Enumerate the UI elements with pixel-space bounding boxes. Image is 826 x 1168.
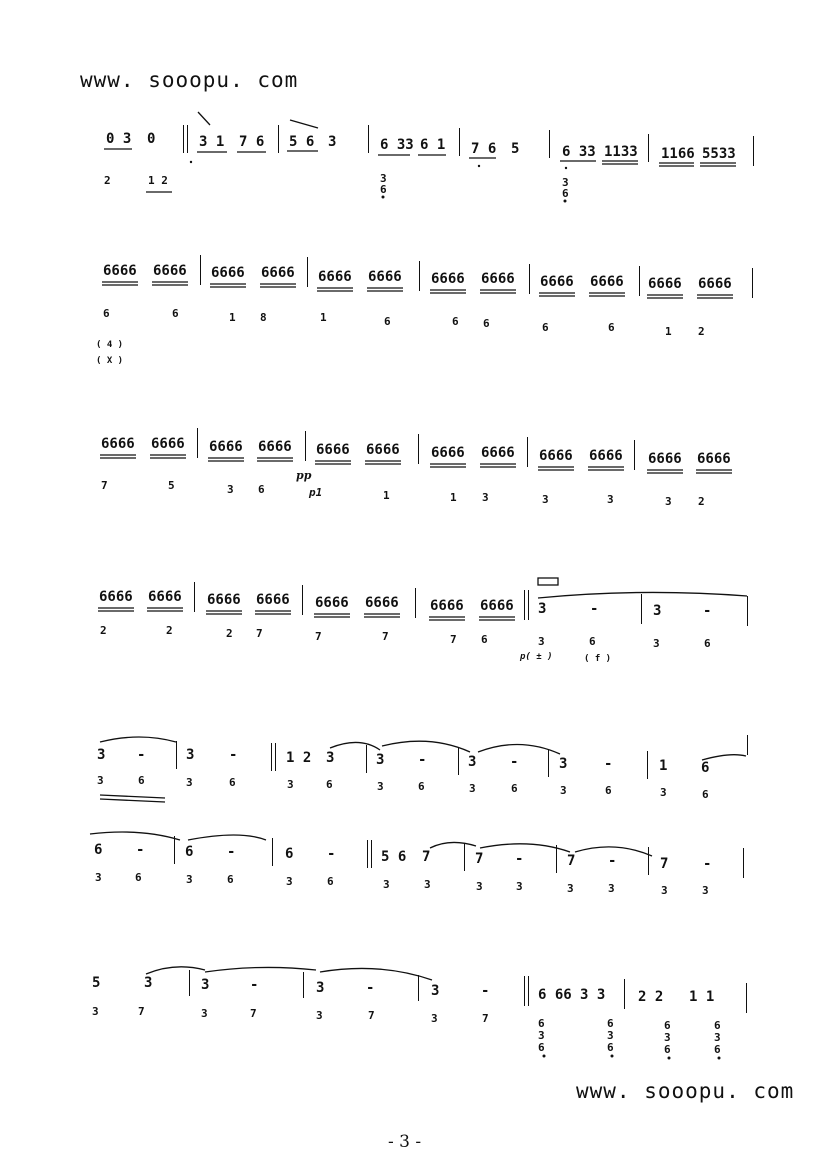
bass-note: 3 <box>560 784 567 797</box>
note-group: 3 <box>186 747 195 763</box>
note-group: - <box>703 603 712 619</box>
note-group: 3 <box>538 601 547 617</box>
note-group: 1 <box>659 758 668 774</box>
note-group: 6666 <box>258 439 292 455</box>
note-group: - <box>250 977 259 993</box>
note-group: 1 2 <box>286 750 312 766</box>
bass-note: 1 <box>383 489 390 502</box>
bass-note: 3 <box>286 875 293 888</box>
bass-note: 6 <box>103 307 110 320</box>
note-group: - <box>366 980 375 996</box>
note-group: 6666 <box>368 269 402 285</box>
bass-note: 6 <box>714 1019 721 1032</box>
note-group: - <box>510 754 519 770</box>
note-group: 6666 <box>315 595 349 611</box>
note-group: 3 <box>144 975 153 991</box>
bass-note: 7 <box>382 630 389 643</box>
bass-marking: ( X ) <box>96 356 124 366</box>
bass-note: 1 <box>320 311 327 324</box>
note-group: 6666 <box>256 592 290 608</box>
bass-note: 6 <box>607 1017 614 1030</box>
note-group: 3 1 <box>199 134 225 150</box>
note-group: 6666 <box>539 448 573 464</box>
bass-note: 6 <box>664 1019 671 1032</box>
bass-note: 3 <box>542 493 549 506</box>
bass-note: 2 <box>104 174 111 187</box>
note-group: 6 <box>701 760 710 776</box>
note-group: - <box>229 747 238 763</box>
note-group: 3 <box>326 750 335 766</box>
note-group: 0 <box>147 131 156 147</box>
note-group: 6666 <box>103 263 137 279</box>
note-group: 5 6 <box>381 849 407 865</box>
bass-note: 7 <box>482 1012 489 1025</box>
bass-note: 6 <box>607 1041 614 1054</box>
bass-note: 3 <box>424 878 431 891</box>
note-group: 7 6 <box>471 141 497 157</box>
note-group: 6666 <box>481 271 515 287</box>
bass-note: 3 <box>227 483 234 496</box>
bass-note: p1 <box>309 486 323 499</box>
page-number: - 3 - <box>388 1132 422 1152</box>
note-group: 6666 <box>209 439 243 455</box>
bass-note: 3 <box>562 176 569 189</box>
bass-note: 3 <box>607 1029 614 1042</box>
bass-note: 3 <box>201 1007 208 1020</box>
note-group: 6666 <box>366 442 400 458</box>
note-group: - <box>590 601 599 617</box>
bass-note: 6 <box>542 321 549 334</box>
bass-note: 6 <box>384 315 391 328</box>
bass-note: 6 <box>538 1041 545 1054</box>
bass-note: 1 2 <box>148 174 168 187</box>
note-group: 3 <box>376 752 385 768</box>
note-group: - <box>515 851 524 867</box>
bass-note: 6 <box>704 637 711 650</box>
bass-note: 6 <box>589 635 596 648</box>
note-group: - <box>227 844 236 860</box>
note-group: 1 1 <box>689 989 715 1005</box>
bass-note: 3 <box>714 1031 721 1044</box>
note-group: 7 <box>422 849 431 865</box>
note-group: - <box>481 983 490 999</box>
bass-note: 7 <box>368 1009 375 1022</box>
note-group: 5 <box>92 975 101 991</box>
bass-note: 3 <box>608 882 615 895</box>
note-group: 3 <box>316 980 325 996</box>
note-group: 6666 <box>207 592 241 608</box>
note-group: 7 6 <box>239 134 265 150</box>
note-group: 0 3 <box>106 131 132 147</box>
note-group: - <box>604 756 613 772</box>
watermark-top: www. sooopu. com <box>80 68 299 92</box>
note-group: 6666 <box>697 451 731 467</box>
bass-note: 3 <box>661 884 668 897</box>
note-group: 6666 <box>316 442 350 458</box>
note-group: 6666 <box>590 274 624 290</box>
bass-note: 6 <box>258 483 265 496</box>
bass-note: 1 <box>665 325 672 338</box>
bass-note: 7 <box>250 1007 257 1020</box>
bass-note: 2 <box>698 495 705 508</box>
note-group: - <box>608 853 617 869</box>
bass-note: 6 <box>138 774 145 787</box>
note-group: 3 <box>97 747 106 763</box>
bass-note: 3 <box>538 635 545 648</box>
note-group: 6666 <box>430 598 464 614</box>
bass-note: 3 <box>95 871 102 884</box>
bass-note: 6 <box>452 315 459 328</box>
note-group: 6666 <box>698 276 732 292</box>
note-group: 6666 <box>261 265 295 281</box>
bass-note: 7 <box>450 633 457 646</box>
bass-note: 3 <box>431 1012 438 1025</box>
note-group: 6666 <box>99 589 133 605</box>
bass-note: 3 <box>702 884 709 897</box>
bass-note: 6 <box>481 633 488 646</box>
bass-note: 3 <box>567 882 574 895</box>
bass-note: 3 <box>538 1029 545 1042</box>
bass-note: 7 <box>138 1005 145 1018</box>
bass-note: 1 <box>450 491 457 504</box>
note-group: 6666 <box>101 436 135 452</box>
note-group: - <box>418 752 427 768</box>
note-group: 6666 <box>148 589 182 605</box>
bass-note: 3 <box>383 878 390 891</box>
note-group: 5533 <box>702 146 736 162</box>
note-group: 7 <box>567 853 576 869</box>
note-group: - <box>327 846 336 862</box>
note-group: 6 <box>94 842 103 858</box>
watermark-bottom: www. sooopu. com <box>576 1079 795 1103</box>
note-group: 3 <box>431 983 440 999</box>
bass-note: 8 <box>260 311 267 324</box>
note-group: 1133 <box>604 144 638 160</box>
note-group: 6666 <box>480 598 514 614</box>
bass-note: 6 <box>511 782 518 795</box>
bass-note: 7 <box>315 630 322 643</box>
note-group: 5 6 <box>289 134 315 150</box>
note-group: 3 <box>559 756 568 772</box>
note-group: 1166 <box>661 146 695 162</box>
bass-note: 6 <box>605 784 612 797</box>
note-group: 6666 <box>589 448 623 464</box>
bass-note: 3 <box>665 495 672 508</box>
bass-note: 3 <box>92 1005 99 1018</box>
note-group: 5 <box>511 141 520 157</box>
note-group: 6 33 <box>380 137 414 153</box>
note-group: 6666 <box>431 445 465 461</box>
note-group: 6666 <box>211 265 245 281</box>
note-group: 6 66 <box>538 987 572 1003</box>
bass-note: 3 <box>653 637 660 650</box>
dynamic-marking: p( ± ) <box>520 652 553 662</box>
bass-note: 3 <box>664 1031 671 1044</box>
bass-note: 3 <box>97 774 104 787</box>
note-group: 6666 <box>648 276 682 292</box>
note-group: 6666 <box>648 451 682 467</box>
bass-note: 6 <box>562 187 569 200</box>
bass-note: 6 <box>538 1017 545 1030</box>
note-group: 6 33 <box>562 144 596 160</box>
bass-note: 6 <box>327 875 334 888</box>
bass-note: 6 <box>380 183 387 196</box>
bass-note: 3 <box>516 880 523 893</box>
note-group: - <box>136 842 145 858</box>
bass-note: 3 <box>287 778 294 791</box>
bass-note: 6 <box>326 778 333 791</box>
bass-note: 7 <box>256 627 263 640</box>
note-group: 3 3 <box>580 987 606 1003</box>
bass-note: 6 <box>227 873 234 886</box>
note-group: - <box>703 856 712 872</box>
bass-note: 6 <box>608 321 615 334</box>
dynamic-marking: pp <box>296 469 312 482</box>
note-group: 6666 <box>365 595 399 611</box>
bass-note: 2 <box>226 627 233 640</box>
bass-note: 6 <box>418 780 425 793</box>
bass-note: 3 <box>186 873 193 886</box>
bass-note: 2 <box>100 624 107 637</box>
bass-note: 3 <box>380 172 387 185</box>
bass-note: 3 <box>186 776 193 789</box>
bass-note: 3 <box>482 491 489 504</box>
bass-note: 2 <box>698 325 705 338</box>
note-group: 6666 <box>151 436 185 452</box>
note-group: 6 <box>285 846 294 862</box>
bass-note: 2 <box>166 624 173 637</box>
note-group: 6666 <box>318 269 352 285</box>
bass-note: 6 <box>714 1043 721 1056</box>
dynamic-marking: ( f ) <box>584 654 612 664</box>
bass-note: 3 <box>660 786 667 799</box>
note-group: - <box>137 747 146 763</box>
note-group: 3 <box>201 977 210 993</box>
note-group: 7 <box>660 856 669 872</box>
note-group: 3 <box>468 754 477 770</box>
note-group: 6 1 <box>420 137 446 153</box>
bass-note: 3 <box>469 782 476 795</box>
bass-note: 6 <box>483 317 490 330</box>
note-group: 6666 <box>481 445 515 461</box>
note-group: 3 <box>328 134 337 150</box>
note-group: 6 <box>185 844 194 860</box>
bass-note: 3 <box>316 1009 323 1022</box>
note-group: 3 <box>653 603 662 619</box>
bass-note: 6 <box>172 307 179 320</box>
note-group: 6666 <box>540 274 574 290</box>
bass-marking: ( 4 ) <box>96 340 124 350</box>
note-group: 6666 <box>153 263 187 279</box>
note-group: 7 <box>475 851 484 867</box>
bass-note: 1 <box>229 311 236 324</box>
bass-note: 6 <box>135 871 142 884</box>
note-group: 6666 <box>431 271 465 287</box>
bass-note: 6 <box>664 1043 671 1056</box>
bass-note: 3 <box>377 780 384 793</box>
bass-note: 5 <box>168 479 175 492</box>
bass-note: 6 <box>702 788 709 801</box>
bass-note: 3 <box>607 493 614 506</box>
note-group: 2 2 <box>638 989 664 1005</box>
bass-note: 7 <box>101 479 108 492</box>
bass-note: 3 <box>476 880 483 893</box>
bass-note: 6 <box>229 776 236 789</box>
